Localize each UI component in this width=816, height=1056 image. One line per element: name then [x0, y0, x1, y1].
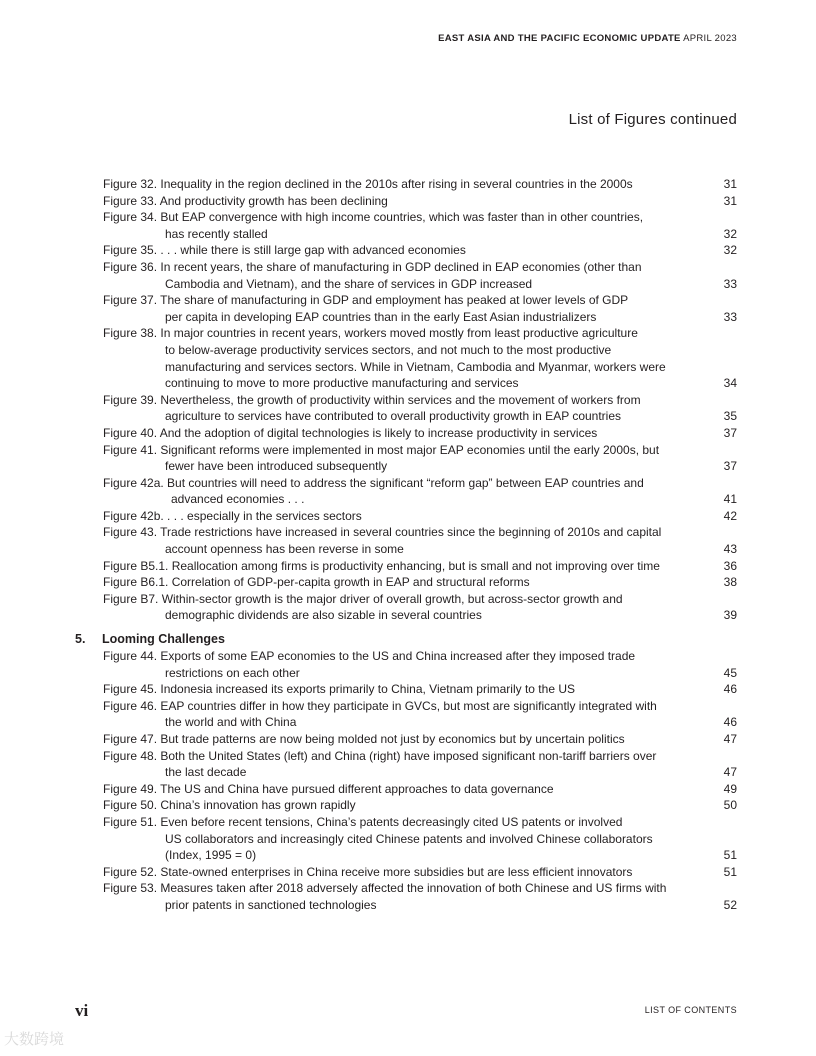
- watermark-logo: 大数跨境: [4, 1030, 65, 1048]
- figure-entry-text: [103, 392, 698, 425]
- figure-page-number: 52: [723, 897, 737, 912]
- figure-entry[interactable]: [0, 259, 816, 292]
- figure-entry-line: Figure 42a. But countries will need to address the significant “reform gap” between EAP countries and: [103, 475, 644, 490]
- figure-page-number: 39: [723, 608, 737, 623]
- figure-entry[interactable]: [0, 880, 816, 913]
- figure-entry-text: [103, 558, 698, 575]
- chapter-heading: [0, 631, 816, 648]
- figure-page-number: 32: [723, 226, 737, 241]
- figure-entry[interactable]: [0, 442, 816, 475]
- running-header: [438, 33, 737, 44]
- figure-entry-text: [103, 880, 698, 913]
- figure-entry[interactable]: [0, 392, 816, 425]
- publication-title: EAST ASIA AND THE PACIFIC ECONOMIC UPDATE: [438, 33, 681, 44]
- figure-entry[interactable]: [0, 242, 816, 259]
- figure-entry-text: [103, 648, 698, 681]
- figure-page-number: 33: [723, 276, 737, 291]
- figure-page-number: 42: [723, 508, 737, 523]
- figure-entry-text: [103, 814, 698, 864]
- figure-entry-text: [103, 731, 698, 748]
- figure-entry-line: (Index, 1995 = 0): [165, 848, 257, 863]
- figure-entry[interactable]: [0, 797, 816, 814]
- figure-entry-line: Cambodia and Vietnam), and the share of services in GDP increased: [165, 276, 533, 291]
- figure-entry-line: US collaborators and increasingly cited Chinese patents and involved Chinese collaborators: [165, 831, 653, 846]
- chapter-number: 5.: [75, 632, 86, 647]
- figure-entry-text: [103, 475, 698, 508]
- figure-entry-text: [103, 425, 698, 442]
- figure-entry-line: per capita in developing EAP countries than in the early East Asian industrializers: [165, 309, 597, 324]
- figure-entry[interactable]: [0, 591, 816, 624]
- figure-entry-line: Figure 32. Inequality in the region declined in the 2010s after rising in several countries in the 2000s: [103, 177, 633, 191]
- figure-entry-line: continuing to move to more productive manufacturing and services: [165, 376, 519, 391]
- figure-page-number: 46: [723, 682, 737, 697]
- figure-entry-text: [103, 442, 698, 475]
- figure-entry-text: [103, 242, 698, 259]
- figure-entry-line: Figure B5.1. Reallocation among firms is productivity enhancing, but is small and not improving over time: [103, 558, 660, 573]
- figure-entry-line: agriculture to services have contributed to overall productivity growth in EAP countries: [165, 409, 622, 424]
- figure-entry-line: advanced economies . . .: [171, 492, 305, 507]
- figure-entry-line: fewer have been introduced subsequently: [165, 459, 388, 474]
- figure-entry-text: [103, 508, 698, 525]
- figure-entry-line: Figure 35. . . . while there is still large gap with advanced economies: [103, 243, 466, 258]
- figure-entry[interactable]: [0, 325, 816, 391]
- figure-entry-line: Figure 45. Indonesia increased its exports primarily to China, Vietnam primarily to the US: [103, 682, 575, 697]
- figure-list: [0, 176, 816, 914]
- figure-entry-text: [103, 698, 698, 731]
- figure-entry[interactable]: [0, 681, 816, 698]
- figure-entry-line: Figure 44. Exports of some EAP economies to the US and China increased after they imposed trade: [103, 649, 636, 664]
- figure-entry-text: [103, 524, 698, 557]
- page-title: List of Figures continued: [568, 111, 737, 128]
- figure-entry[interactable]: [0, 292, 816, 325]
- figure-entry-line: to below-average productivity services sectors, and not much to the most productive: [165, 342, 612, 357]
- figure-entry-text: [103, 259, 698, 292]
- chapter-title: Looming Challenges: [102, 632, 225, 647]
- figure-entry-text: [103, 574, 698, 591]
- figure-entry-line: Figure 36. In recent years, the share of manufacturing in GDP declined in EAP economies (other than: [103, 259, 642, 274]
- figure-entry-line: Figure 47. But trade patterns are now being molded not just by economics but by uncertain politics: [103, 732, 625, 746]
- figure-entry-line: Figure B7. Within-sector growth is the major driver of overall growth, but across-sector growth and: [103, 591, 623, 606]
- figure-entry-line: Figure 37. The share of manufacturing in GDP and employment has peaked at lower levels of GDP: [103, 293, 629, 308]
- figure-entry-line: Figure 51. Even before recent tensions, China’s patents decreasingly cited US patents or involved: [103, 814, 623, 829]
- figure-entry-text: [103, 681, 698, 698]
- figure-entry[interactable]: [0, 508, 816, 525]
- figure-page-number: 35: [723, 409, 737, 424]
- figure-list-part-b: [0, 648, 816, 914]
- figure-entry[interactable]: [0, 558, 816, 575]
- figure-entry[interactable]: [0, 748, 816, 781]
- figure-entry[interactable]: [0, 524, 816, 557]
- figure-entry-text: [103, 325, 698, 391]
- figure-entry[interactable]: [0, 193, 816, 210]
- figure-page-number: 31: [723, 177, 737, 191]
- figure-entry-text: [103, 797, 698, 814]
- figure-entry-line: Figure 39. Nevertheless, the growth of productivity within services and the movement of workers from: [103, 392, 641, 407]
- figure-entry[interactable]: [0, 425, 816, 442]
- figure-entry-line: Figure 50. China’s innovation has grown rapidly: [103, 798, 356, 813]
- figure-entry-line: Figure 48. Both the United States (left) and China (right) have imposed significant non-tariff barriers over: [103, 748, 657, 763]
- figure-entry-line: account openness has been reverse in some: [165, 542, 404, 557]
- figure-entry-line: the last decade: [165, 765, 247, 780]
- figure-page-number: 47: [723, 765, 737, 780]
- figure-entry-line: Figure 33. And productivity growth has been declining: [103, 193, 388, 208]
- figure-entry-line: Figure 52. State-owned enterprises in China receive more subsidies but are less efficient innovators: [103, 864, 633, 879]
- page-number: vi: [75, 1001, 89, 1020]
- figure-entry[interactable]: [0, 475, 816, 508]
- figure-page-number: 33: [723, 309, 737, 324]
- figure-entry-text: [103, 209, 698, 242]
- figure-entry-text: [103, 292, 698, 325]
- figure-entry-line: the world and with China: [165, 715, 297, 730]
- figure-entry-line: Figure 53. Measures taken after 2018 adversely affected the innovation of both Chinese and US firms with: [103, 881, 667, 896]
- figure-page-number: 45: [723, 665, 737, 680]
- figure-entry[interactable]: [0, 698, 816, 731]
- footer-label: LIST OF CONTENTS: [644, 1005, 737, 1015]
- figure-entry-line: has recently stalled: [165, 226, 268, 241]
- figure-entry-line: prior patents in sanctioned technologies: [165, 897, 377, 912]
- figure-page-number: 49: [723, 781, 737, 796]
- figure-page-number: 51: [723, 848, 737, 863]
- figure-entry-text: [103, 781, 698, 798]
- figure-entry[interactable]: [0, 574, 816, 591]
- figure-entry-line: Figure 40. And the adoption of digital technologies is likely to increase productivity in services: [103, 425, 598, 440]
- figure-page-number: 38: [723, 575, 737, 590]
- figure-page-number: 37: [723, 459, 737, 474]
- figure-entry-line: Figure 43. Trade restrictions have increased in several countries since the beginning of 2010s and capital: [103, 525, 662, 540]
- figure-page-number: 50: [723, 798, 737, 813]
- figure-entry-line: manufacturing and services sectors. While in Vietnam, Cambodia and Myanmar, workers were: [165, 359, 666, 374]
- figure-entry-line: Figure 38. In major countries in recent years, workers moved mostly from least productive agriculture: [103, 326, 638, 341]
- figure-entry[interactable]: [0, 176, 816, 193]
- figure-entry[interactable]: [0, 209, 816, 242]
- figure-entry[interactable]: [0, 781, 816, 798]
- figure-entry[interactable]: [0, 648, 816, 681]
- figure-entry-text: [103, 864, 698, 881]
- figure-page-number: 43: [723, 542, 737, 557]
- figure-page-number: 51: [723, 864, 737, 879]
- figure-entry-line: demographic dividends are also sizable in several countries: [165, 608, 482, 623]
- figure-entry-text: [103, 176, 698, 193]
- figure-entry-text: [103, 591, 698, 624]
- figure-page-number: 47: [723, 732, 737, 746]
- figure-entry-text: [103, 748, 698, 781]
- figure-entry-line: Figure 34. But EAP convergence with high income countries, which was faster than in other countries,: [103, 210, 644, 225]
- figure-entry-line: Figure B6.1. Correlation of GDP-per-capita growth in EAP and structural reforms: [103, 575, 530, 590]
- figure-entry-line: Figure 46. EAP countries differ in how they participate in GVCs, but most are significantly integrated with: [103, 698, 657, 713]
- publication-date: APRIL 2023: [683, 33, 737, 44]
- figure-page-number: 36: [723, 558, 737, 573]
- figure-entry-line: Figure 41. Significant reforms were implemented in most major EAP economies until the early 2000s, but: [103, 442, 660, 457]
- figure-list-part-a: [0, 176, 816, 624]
- figure-entry[interactable]: [0, 731, 816, 748]
- figure-page-number: 34: [723, 376, 737, 391]
- figure-page-number: 37: [723, 425, 737, 440]
- figure-entry-line: Figure 42b. . . . especially in the services sectors: [103, 508, 362, 523]
- figure-page-number: 46: [723, 715, 737, 730]
- figure-entry[interactable]: [0, 814, 816, 864]
- figure-entry-line: Figure 49. The US and China have pursued different approaches to data governance: [103, 781, 554, 796]
- figure-entry-text: [103, 193, 698, 210]
- figure-entry[interactable]: [0, 864, 816, 881]
- figure-page-number: 41: [723, 492, 737, 507]
- figure-page-number: 31: [723, 193, 737, 208]
- figure-entry-line: restrictions on each other: [165, 665, 300, 680]
- figure-page-number: 32: [723, 243, 737, 258]
